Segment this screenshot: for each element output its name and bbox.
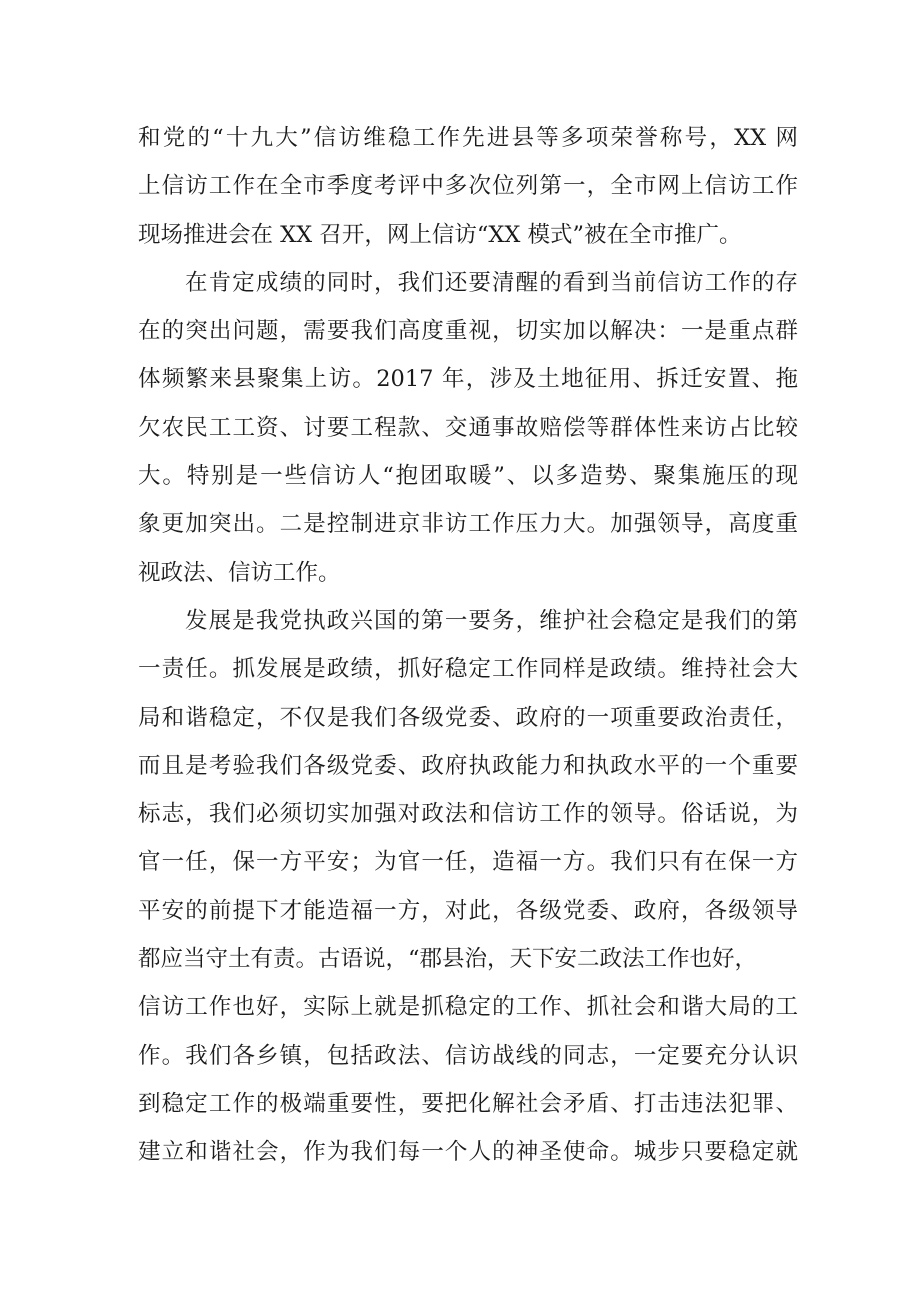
paragraph-2-line-6: 象更加突出。二是控制进京非访工作压力大。加强领导，高度重: [138, 511, 798, 538]
paragraph-3-line-11: 到稳定工作的极端重要性，要把化解社会矛盾、打击违法犯罪、: [138, 1090, 798, 1117]
paragraph-3-line-9: 信访工作也好，实际上就是抓稳定的工作、抓社会和谐大局的工: [138, 994, 798, 1021]
paragraph-3-line-6: 官一任，保一方平安；为官一任，造福一方。我们只有在保一方: [138, 849, 798, 876]
paragraph-3-line-4: 而且是考验我们各级党委、政府执政能力和执政水平的一个重要: [138, 752, 798, 779]
document-body: [138, 114, 798, 1177]
paragraph-3-line-1: 发展是我党执政兴国的第一要务，维护社会稳定是我们的第: [185, 607, 798, 634]
paragraph-1-line-3: 现场推进会在 XX 召开，网上信访“XX 模式”被在全市推广。: [138, 221, 742, 248]
paragraph-3-line-2: 一责任。抓发展是政绩，抓好稳定工作同样是政绩。维持社会大: [138, 656, 798, 683]
paragraph-2-line-2: 在的突出问题，需要我们高度重视，切实加以解决：一是重点群: [138, 318, 798, 345]
paragraph-3-line-12: 建立和谐社会，作为我们每一个人的神圣使命。城步只要稳定就: [138, 1139, 798, 1166]
paragraph-2-line-5: 大。特别是一些信访人“抱团取暖”、以多造势、聚集施压的现: [138, 463, 798, 490]
paragraph-3-line-10: 作。我们各乡镇，包括政法、信访战线的同志，一定要充分认识: [138, 1042, 798, 1069]
paragraph-2-line-3: 体频繁来县聚集上访。2017 年，涉及土地征用、拆迁安置、拖: [138, 366, 798, 393]
paragraph-3-line-5: 标志，我们必须切实加强对政法和信访工作的领导。俗话说，为: [138, 801, 798, 828]
paragraph-3-line-8: 都应当守土有责。古语说，“郡县治，天下安二政法工作也好，: [138, 946, 758, 973]
paragraph-2-line-4: 欠农民工工资、讨要工程款、交通事故赔偿等群体性来访占比较: [138, 414, 798, 441]
paragraph-1-line-2: 上信访工作在全市季度考评中多次位列第一，全市网上信访工作: [138, 173, 798, 200]
paragraph-1-line-1: 和党的“十九大”信访维稳工作先进县等多项荣誉称号，XX 网: [138, 125, 798, 151]
paragraph-3-line-7: 平安的前提下才能造福一方，对此，各级党委、政府，各级领导: [138, 897, 798, 924]
paragraph-2-line-1: 在肯定成绩的同时，我们还要清醒的看到当前信访工作的存: [185, 269, 798, 296]
paragraph-3-line-3: 局和谐稳定，不仅是我们各级党委、政府的一项重要政治责任，: [138, 704, 798, 731]
paragraph-2-line-7: 视政法、信访工作。: [138, 559, 341, 586]
